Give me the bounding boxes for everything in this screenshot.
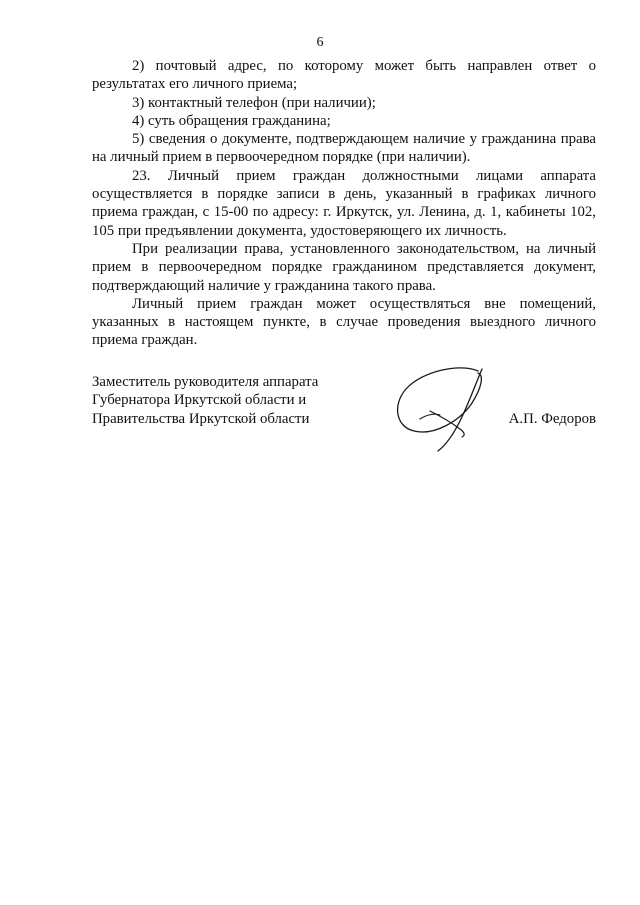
paragraph-item-5: 5) сведения о документе, подтверждающем наличие у гражданина права на личный прием в первоочередном порядке (при наличии). <box>92 131 596 166</box>
document-body <box>92 57 596 350</box>
handwritten-signature <box>390 365 502 453</box>
signer-position-line: Губернатора Иркутской области и <box>92 392 307 409</box>
page-number: 6 <box>316 35 324 50</box>
paragraph-offsite-reception: Личный прием граждан может осуществляться вне помещений, указанных в настоящем пункте, в случае проведения выездного личного приема граждан. <box>92 295 596 349</box>
paragraph-item-2: 2) почтовый адрес, по которому может быть направлен ответ о результатах его личного приема; <box>92 58 596 93</box>
signer-name: А.П. Федоров <box>508 410 596 427</box>
paragraph-item-3: 3) контактный телефон (при наличии); <box>132 94 376 111</box>
paragraph-item-4: 4) суть обращения гражданина; <box>132 112 331 129</box>
paragraph-clause-23: 23. Личный прием граждан должностными лицами аппарата осуществляется в порядке записи в день, указанный в графиках личного приема граждан, с 15-00 по адресу: г. Иркутск, ул. Ленина, д. 1, кабинеты 102, 105 при предъявлении документа, удостоверяющего их личность. <box>92 167 596 239</box>
signature-block <box>92 373 596 453</box>
paragraph-priority-right: При реализации права, установленного законодательством, на личный прием в первоочередном порядке гражданином представляется документ, подтверждающий наличие у гражданина такого права. <box>92 240 596 294</box>
signer-position-line: Заместитель руководителя аппарата <box>92 374 319 390</box>
signer-position <box>92 373 362 428</box>
signer-position-line: Правительства Иркутской области <box>92 410 310 427</box>
